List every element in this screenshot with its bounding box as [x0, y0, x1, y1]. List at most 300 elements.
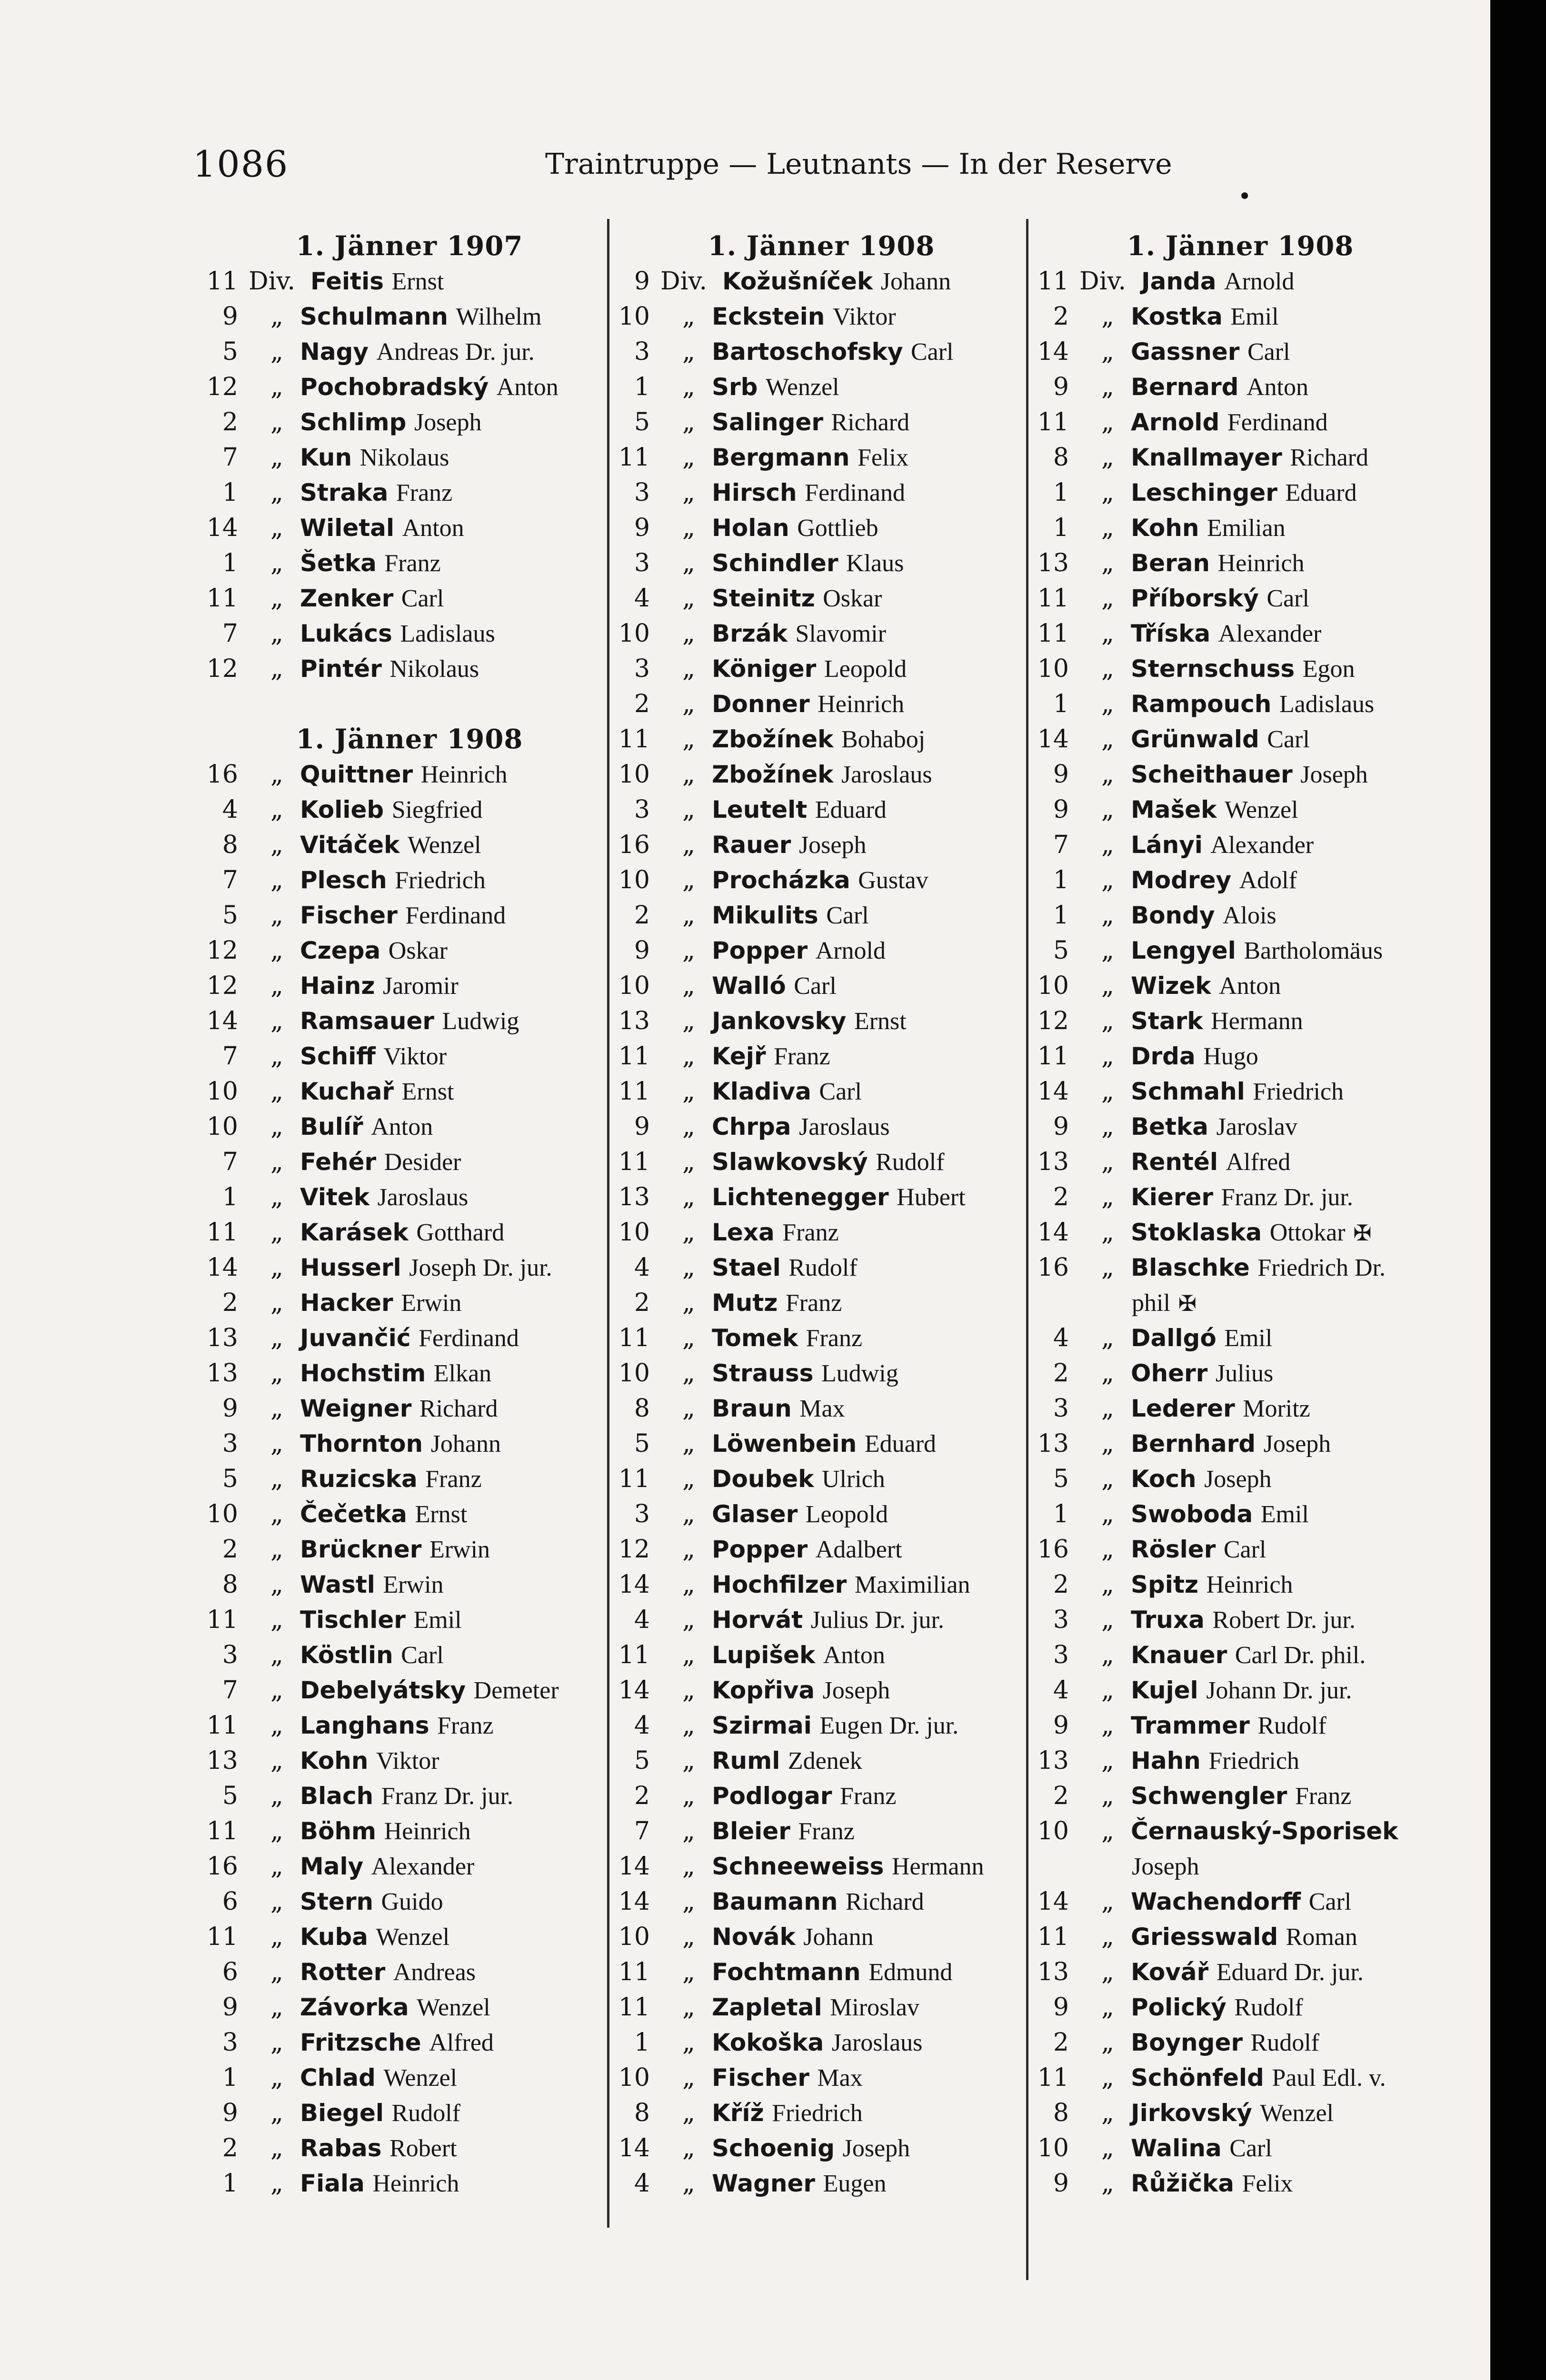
division-number: 8: [634, 1394, 650, 1423]
roster-entry: [1031, 1532, 1450, 1567]
ditto-mark: „: [682, 1782, 695, 1810]
given-name: Rudolf: [1234, 1994, 1303, 2021]
division-label: Div.: [660, 267, 708, 296]
ditto-mark: „: [1101, 2063, 1114, 2092]
ditto-mark: „: [682, 584, 695, 613]
given-name: Bohaboj: [841, 726, 926, 753]
roster-entry: [200, 545, 619, 581]
surname: Závorka: [300, 1993, 409, 2021]
roster-entry: [1031, 1567, 1450, 1602]
division-number: 11: [618, 443, 650, 472]
division-number: 12: [206, 936, 238, 965]
ditto-mark: „: [270, 1077, 283, 1106]
division-number: 1: [222, 1183, 238, 1211]
column-middle: [612, 228, 1031, 2290]
surname: Debelyátsky: [300, 1676, 466, 1704]
given-name: Jaroslaus: [831, 2029, 923, 2056]
ditto-mark: „: [270, 1394, 283, 1423]
roster-entry: [200, 863, 619, 898]
given-name: Erwin: [383, 1571, 444, 1598]
roster-entry: [1031, 2025, 1450, 2060]
division-number: 9: [634, 514, 650, 542]
surname: Pochobradský: [300, 373, 489, 401]
surname: Popper: [712, 937, 808, 964]
division-number: 10: [618, 1359, 650, 1388]
division-number: 5: [222, 1465, 238, 1493]
roster-entry: [1031, 651, 1450, 686]
given-name: Robert: [389, 2135, 457, 2162]
roster-entry: [1031, 581, 1450, 616]
surname: Blaschke: [1131, 1254, 1250, 1281]
surname: Grünwald: [1131, 725, 1259, 753]
given-name: Guido: [381, 1888, 443, 1915]
given-name: Gotthard: [416, 1219, 505, 1246]
surname: Popper: [712, 1536, 808, 1563]
surname: Stern: [300, 1888, 374, 1915]
surname: Lichtenegger: [712, 1183, 889, 1211]
division-number: 14: [1037, 725, 1069, 754]
surname: Betka: [1131, 1113, 1208, 1140]
given-name: Anton: [1247, 374, 1308, 401]
division-number: 11: [618, 1641, 650, 1669]
ditto-mark: „: [270, 1042, 283, 1071]
roster-entry: [612, 1356, 1031, 1391]
roster-entry: [1031, 686, 1450, 722]
surname: Rotter: [300, 1958, 386, 1986]
given-name: Hermann: [1211, 1008, 1303, 1035]
ditto-mark: „: [270, 619, 283, 648]
roster-entry: [612, 1849, 1031, 1884]
ditto-mark: „: [1101, 1993, 1114, 2022]
division-number: 11: [206, 267, 238, 296]
division-number: 7: [222, 619, 238, 648]
division-number: 3: [1053, 1641, 1069, 1669]
ditto-mark: „: [270, 1148, 283, 1176]
given-name: Franz: [425, 1466, 482, 1493]
surname: Salinger: [712, 408, 823, 436]
ditto-mark: „: [270, 2134, 283, 2162]
given-name: Klaus: [846, 550, 904, 577]
ditto-mark: „: [270, 408, 283, 436]
surname: Drda: [1131, 1042, 1196, 1070]
roster-entry: [612, 545, 1031, 581]
ditto-mark: „: [270, 514, 283, 542]
surname: Modrey: [1131, 866, 1232, 894]
roster-entry: [612, 1461, 1031, 1497]
surname: Wizek: [1131, 972, 1211, 1000]
surname: Lányi: [1131, 831, 1203, 859]
roster-entry: [200, 299, 619, 334]
ditto-mark: „: [682, 901, 695, 930]
ditto-mark: „: [1101, 2099, 1114, 2127]
division-number: 11: [618, 1465, 650, 1493]
given-name: Johann: [803, 1924, 874, 1951]
roster-entry: [200, 1039, 619, 1074]
ditto-mark: „: [682, 443, 695, 472]
division-number: 1: [634, 373, 650, 401]
division-label: Div.: [1079, 267, 1127, 296]
ditto-mark: „: [1101, 1183, 1114, 1211]
ditto-mark: „: [270, 972, 283, 1000]
roster-entry: [1031, 2166, 1450, 2201]
roster-entry: [612, 2131, 1031, 2166]
ditto-mark: „: [270, 1887, 283, 1916]
roster-entry: [1031, 1180, 1450, 1215]
given-name: Franz: [384, 550, 441, 577]
ditto-mark: „: [682, 831, 695, 859]
roster-entry: [612, 1743, 1031, 1778]
division-number: 8: [222, 1570, 238, 1599]
given-name: Elkan: [433, 1360, 492, 1387]
ditto-mark: „: [1101, 1535, 1114, 1564]
division-number: 10: [618, 619, 650, 648]
surname: Srb: [712, 373, 758, 401]
surname: Jankovsky: [712, 1007, 847, 1035]
ditto-mark: „: [270, 1429, 283, 1458]
division-number: 10: [618, 972, 650, 1000]
ditto-mark: „: [270, 2063, 283, 2092]
surname: Dallgó: [1131, 1324, 1217, 1352]
division-number: 13: [618, 1007, 650, 1035]
ditto-mark: „: [270, 1993, 283, 2022]
division-number: 11: [206, 1923, 238, 1951]
roster-entry: [200, 440, 619, 475]
surname: Bulíř: [300, 1113, 363, 1140]
given-name: Wenzel: [383, 2064, 458, 2092]
given-name: Wenzel: [1260, 2100, 1334, 2127]
ditto-mark: „: [1101, 549, 1114, 577]
surname: Sternschuss: [1131, 655, 1295, 683]
surname: Wagner: [712, 2170, 816, 2197]
division-number: 14: [618, 1570, 650, 1599]
roster-entry: [200, 968, 619, 1003]
given-name: Ernst: [854, 1008, 907, 1035]
given-name: Joseph: [1204, 1466, 1272, 1493]
given-name: Alexander: [371, 1853, 475, 1880]
given-name: Erwin: [401, 1289, 462, 1317]
surname: Bergmann: [712, 444, 850, 471]
surname: Bondy: [1131, 902, 1215, 929]
given-name: Jaroslaus: [841, 761, 932, 788]
ditto-mark: „: [682, 373, 695, 401]
roster-entry: [1031, 1708, 1450, 1743]
ditto-mark: „: [682, 514, 695, 542]
roster-entry: [612, 264, 1031, 299]
given-name: Heinrich: [384, 1818, 471, 1845]
roster-entry: [200, 757, 619, 792]
surname: Kladiva: [712, 1078, 811, 1105]
given-name: Jaroslaus: [377, 1184, 469, 1211]
surname: Szirmai: [712, 1712, 812, 1739]
ditto-mark: „: [682, 1852, 695, 1881]
ditto-mark: „: [1101, 1429, 1114, 1458]
given-name: Julius Dr. jur.: [810, 1606, 944, 1634]
division-number: 8: [634, 2099, 650, 2127]
surname: Böhm: [300, 1817, 377, 1845]
given-name: Hubert: [897, 1184, 966, 1211]
ditto-mark: „: [1101, 1711, 1114, 1740]
division-number: 5: [222, 901, 238, 930]
given-name: Maximilian: [854, 1571, 970, 1598]
given-name: Ulrich: [821, 1466, 885, 1493]
division-number: 9: [1053, 1993, 1069, 2022]
roster-entry: [200, 616, 619, 651]
surname: Truxa: [1131, 1606, 1205, 1634]
roster-entry: [1031, 792, 1450, 827]
division-number: 1: [1053, 514, 1069, 542]
roster-entry: [200, 2060, 619, 2095]
ditto-mark: „: [682, 1007, 695, 1035]
ditto-mark: „: [682, 1923, 695, 1951]
division-number: 4: [1053, 1676, 1069, 1705]
ditto-mark: „: [1101, 901, 1114, 930]
given-name: Jaromir: [382, 972, 459, 1000]
surname: Rabas: [300, 2134, 382, 2162]
roster-entry: [1031, 2060, 1450, 2095]
ditto-mark: „: [682, 1817, 695, 1845]
roster-entry: [1031, 1039, 1450, 1074]
given-name: Felix: [1242, 2170, 1293, 2197]
division-number: 10: [618, 1218, 650, 1247]
roster-entry: [200, 1109, 619, 1144]
surname: Kříž: [712, 2099, 764, 2127]
given-name: Ottokar: [1269, 1219, 1346, 1246]
surname: Schlimp: [300, 408, 407, 436]
division-number: 13: [1037, 549, 1069, 577]
surname: Chrpa: [712, 1113, 791, 1140]
roster-entry: [200, 1567, 619, 1602]
surname: Vitek: [300, 1183, 370, 1211]
division-number: 2: [634, 690, 650, 718]
division-number: 8: [1053, 2099, 1069, 2127]
ditto-mark: „: [1101, 725, 1114, 754]
ditto-mark: „: [1101, 972, 1114, 1000]
surname: Thornton: [300, 1430, 423, 1458]
roster-entry: [612, 1602, 1031, 1637]
given-name: Eduard: [815, 796, 887, 823]
surname: Pintér: [300, 655, 382, 683]
surname: Tomek: [712, 1324, 798, 1352]
given-name: Hugo: [1203, 1043, 1258, 1070]
division-number: 9: [222, 1394, 238, 1423]
roster-entry: [200, 1743, 619, 1778]
ditto-mark: „: [1101, 1077, 1114, 1106]
ditto-mark: „: [1101, 2028, 1114, 2057]
division-number: 4: [634, 1711, 650, 1740]
division-number: 4: [634, 1253, 650, 1282]
ditto-mark: „: [682, 1359, 695, 1388]
ditto-mark: „: [682, 1535, 695, 1564]
surname: Schwengler: [1131, 1782, 1287, 1810]
division-number: 4: [222, 795, 238, 824]
division-number: 1: [222, 478, 238, 507]
division-number: 3: [634, 549, 650, 577]
given-name: Ferdinand: [405, 902, 506, 929]
division-number: 9: [634, 1112, 650, 1141]
section-heading: 1. Jänner 1908: [1127, 230, 1354, 262]
given-name: Ferdinand: [805, 479, 906, 506]
roster-entry: [1031, 1391, 1450, 1426]
surname: Bernard: [1131, 373, 1239, 401]
given-name: Emil: [1260, 1501, 1309, 1528]
division-number: 14: [206, 514, 238, 542]
division-number: 4: [1053, 1324, 1069, 1352]
surname: Juvančić: [300, 1324, 411, 1352]
ditto-mark: „: [270, 936, 283, 965]
division-number: 1: [222, 549, 238, 577]
ditto-mark: „: [682, 1112, 695, 1141]
ditto-mark: „: [1101, 1253, 1114, 1282]
surname: Hainz: [300, 972, 375, 1000]
division-number: 7: [222, 866, 238, 894]
roster-entry: [612, 2025, 1031, 2060]
surname: Podlogar: [712, 1782, 832, 1810]
given-name: Gustav: [858, 867, 928, 894]
ditto-mark: „: [682, 1606, 695, 1634]
division-number: 16: [1037, 1253, 1069, 1282]
division-number: 14: [1037, 1887, 1069, 1916]
roster-entry: [612, 1919, 1031, 1954]
roster-entry: [200, 1250, 619, 1285]
surname: Leschinger: [1131, 479, 1277, 506]
given-name: Alexander: [1210, 832, 1314, 859]
roster-entry: [1031, 1497, 1450, 1532]
ditto-mark: „: [1101, 584, 1114, 613]
roster-entry: [612, 1708, 1031, 1743]
ditto-mark: „: [682, 1958, 695, 1986]
roster-entry: [612, 792, 1031, 827]
ditto-mark: „: [270, 584, 283, 613]
given-name: Carl: [826, 902, 869, 929]
division-number: 9: [634, 267, 650, 296]
given-name: Joseph: [798, 832, 867, 859]
surname: Kejř: [712, 1042, 766, 1070]
ditto-mark: „: [1101, 1007, 1114, 1035]
division-number: 10: [1037, 2134, 1069, 2162]
ditto-mark: „: [1101, 478, 1114, 507]
roster-entry: [200, 1285, 619, 1320]
division-number: 11: [1037, 584, 1069, 613]
ditto-mark: „: [1101, 1112, 1114, 1141]
roster-entry: [1031, 757, 1450, 792]
surname: Trammer: [1131, 1712, 1250, 1739]
roster-entry: [200, 2166, 619, 2201]
division-number: 12: [1037, 1007, 1069, 1035]
division-number: 9: [1053, 2169, 1069, 2198]
roster-entry: [1031, 2131, 1450, 2166]
roster-entry: [200, 792, 619, 827]
given-name: Ernst: [415, 1501, 468, 1528]
surname: Stoklaska: [1131, 1219, 1262, 1246]
given-name: Ferdinand: [1227, 409, 1328, 436]
division-number: 16: [1037, 1535, 1069, 1564]
ditto-mark: „: [270, 1253, 283, 1282]
given-name: Joseph: [1300, 761, 1368, 788]
roster-entry: [612, 933, 1031, 968]
roster-entry: [612, 898, 1031, 933]
roster-entry: [200, 2095, 619, 2131]
division-number: 3: [222, 2028, 238, 2057]
entry-continuation: [1031, 1285, 1450, 1320]
division-number: 10: [206, 1112, 238, 1141]
ditto-mark: „: [682, 866, 695, 894]
division-number: 12: [206, 972, 238, 1000]
ditto-mark: „: [682, 936, 695, 965]
given-name: Slavomir: [795, 620, 887, 647]
ditto-mark: „: [1101, 654, 1114, 683]
surname: Blach: [300, 1782, 374, 1810]
given-name: Siegfried: [391, 796, 483, 823]
ditto-mark: „: [682, 2169, 695, 2198]
given-name: Richard: [846, 1888, 924, 1915]
ditto-mark: „: [1101, 443, 1114, 472]
surname: Gassner: [1131, 338, 1240, 366]
given-name: Franz: [782, 1219, 839, 1246]
ditto-mark: „: [270, 1782, 283, 1810]
division-number: 3: [1053, 1394, 1069, 1423]
division-number: 11: [206, 1711, 238, 1740]
ditto-mark: „: [270, 337, 283, 366]
division-number: 14: [1037, 1218, 1069, 1247]
surname: Holan: [712, 514, 789, 542]
given-name: Joseph: [822, 1677, 890, 1704]
given-name: Anton: [371, 1113, 433, 1140]
roster-entry: [200, 1990, 619, 2025]
surname: Glaser: [712, 1500, 798, 1528]
ditto-mark: „: [270, 1641, 283, 1669]
ditto-mark: „: [1101, 1465, 1114, 1493]
surname: Kohn: [300, 1747, 369, 1775]
given-name: Erwin: [429, 1536, 490, 1563]
division-number: 14: [618, 1676, 650, 1705]
ditto-mark: „: [682, 1993, 695, 2022]
roster-entry: [612, 863, 1031, 898]
given-name-continued: Joseph: [1132, 1853, 1199, 1880]
ditto-mark: „: [1101, 760, 1114, 789]
division-number: 10: [618, 2063, 650, 2092]
ditto-mark: „: [1101, 1606, 1114, 1634]
ditto-mark: „: [1101, 1500, 1114, 1528]
division-number: 10: [618, 1923, 650, 1951]
surname: Feitis: [310, 268, 384, 295]
surname: Rauer: [712, 831, 791, 859]
surname: Rentél: [1131, 1148, 1218, 1176]
ditto-mark: „: [682, 1077, 695, 1106]
ditto-mark: „: [682, 1394, 695, 1423]
ditto-mark: „: [1101, 831, 1114, 859]
ditto-mark: „: [1101, 337, 1114, 366]
division-number: 7: [634, 1817, 650, 1845]
surname: Biegel: [300, 2099, 384, 2127]
given-name: Ludwig: [821, 1360, 898, 1387]
surname: Rampouch: [1131, 690, 1272, 718]
division-number: 10: [206, 1077, 238, 1106]
division-number: 1: [1053, 901, 1069, 930]
ditto-mark: „: [1101, 1782, 1114, 1810]
given-name: Desider: [384, 1149, 461, 1176]
division-number: 1: [1053, 690, 1069, 718]
surname: Kožušníček: [722, 268, 873, 295]
division-number: 11: [206, 1606, 238, 1634]
division-number: 6: [222, 1958, 238, 1986]
surname: Šetka: [300, 549, 377, 577]
roster-entry: [612, 1673, 1031, 1708]
roster-entry: [1031, 510, 1450, 545]
roster-entry: [612, 686, 1031, 722]
division-number: 3: [634, 1500, 650, 1528]
ditto-mark: „: [682, 549, 695, 577]
division-number: 2: [1053, 1782, 1069, 1810]
